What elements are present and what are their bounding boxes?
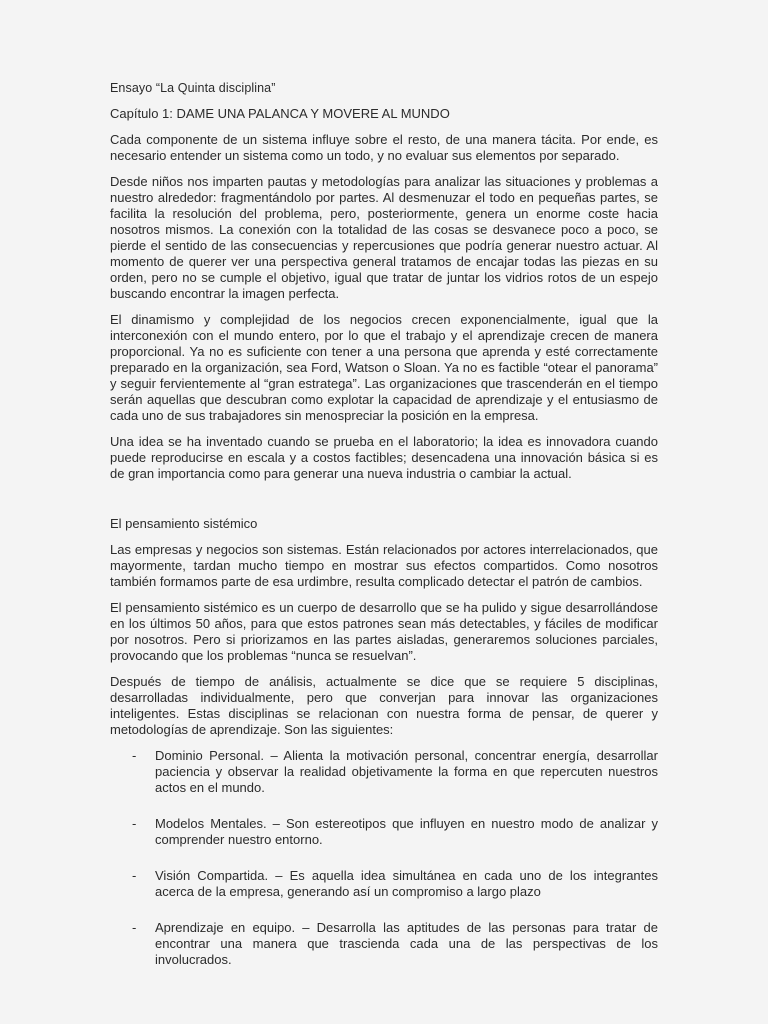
list-item-text: Aprendizaje en equipo. – Desarrolla las aptitudes de las personas para tratar de encontrar una manera que trascienda cada una de las perspectivas de los involucrados.: [155, 920, 658, 967]
paragraph-4: Una idea se ha inventado cuando se prueba en el laboratorio; la idea es innovadora cuando puede reproducirse en escala y a costos factibles; desencadena una innovación básica si es de gran importancia como para generar una nueva industria o cambiar la actual.: [110, 434, 658, 481]
paragraph-3: El dinamismo y complejidad de los negocios crecen exponencialmente, igual que la interconexión con el mundo entero, por lo que el trabajo y el aprendizaje crecen de manera proporcional. Ya no es suficiente con tener a una persona que aprenda y esté correctamente preparado en la organización, sea Ford, Watson o Sloan. Ya no es factible “otear el panorama” y seguir fervientemente al “gran estratega”. Las organizaciones que trascenderán en el tiempo serán aquellas que descubran como explotar la capacidad de aprendizaje y el entusiasmo de cada uno de sus trabajadores sin menospreciar la posición en la empresa.: [110, 312, 658, 423]
section-heading: El pensamiento sistémico: [110, 516, 258, 531]
list-item: [110, 920, 658, 968]
list-item: [110, 748, 658, 796]
section-paragraph-2: El pensamiento sistémico es un cuerpo de desarrollo que se ha pulido y sigue desarrollándose en los últimos 50 años, para que estos patrones sean más detectables, y fáciles de modificar por nosotros. Pero si priorizamos en las partes aisladas, generaremos soluciones parciales, provocando que los problemas “nunca se resuelvan”.: [110, 600, 658, 663]
document-title: Ensayo “La Quinta disciplina”: [110, 81, 276, 95]
section-paragraph-3: Después de tiempo de análisis, actualmente se dice que se requiere 5 disciplinas, desarrolladas individualmente, pero que converjan para innovar las organizaciones inteligentes. Estas disciplinas se relacionan con nuestra forma de pensar, de querer y metodologías de aprendizaje. Son las siguientes:: [110, 674, 658, 737]
disciplines-list: [110, 748, 658, 968]
list-item-text: Modelos Mentales. – Son estereotipos que influyen en nuestro modo de analizar y comprender nuestro entorno.: [155, 816, 658, 847]
list-bullet: -: [132, 748, 137, 763]
list-bullet: -: [132, 816, 137, 831]
paragraph-2: Desde niños nos imparten pautas y metodologías para analizar las situaciones y problemas a nuestro alrededor: fragmentándolo por partes. Al desmenuzar el todo en pequeñas partes, se facilita la resolución del problema, pero, posteriormente, genera un enorme coste hacia nosotros mismos. La conexión con la totalidad de las cosas se desvanece poco a poco, se pierde el sentido de las consecuencias y repercusiones que podría generar nuestro actuar. Al momento de querer ver una perspectiva general tratamos de encajar todas las piezas en su orden, pero no se cumple el objetivo, igual que tratar de juntar los vidrios rotos de un espejo buscando encontrar la imagen perfecta.: [110, 174, 658, 301]
section-spacer: [110, 492, 658, 516]
section-paragraph-1: Las empresas y negocios son sistemas. Están relacionados por actores interrelacionados, que mayormente, tardan mucho tiempo en mostrar sus efectos compartidos. Como nosotros también formamos parte de esa urdimbre, resulta complicado detectar el patrón de cambios.: [110, 542, 658, 589]
list-item: [110, 868, 658, 900]
list-item-text: Dominio Personal. – Alienta la motivación personal, concentrar energía, desarrollar paciencia y observar la realidad objetivamente la forma en que repercuten nuestros actos en el mundo.: [155, 748, 658, 795]
list-bullet: -: [132, 868, 137, 883]
list-item-text: Visión Compartida. – Es aquella idea simultánea en cada uno de los integrantes acerca de la empresa, generando así un compromiso a largo plazo: [155, 868, 658, 899]
paragraph-1: Cada componente de un sistema influye sobre el resto, de una manera tácita. Por ende, es necesario entender un sistema como un todo, y no evaluar sus elementos por separado.: [110, 132, 658, 163]
document-page: [110, 80, 658, 988]
list-item: [110, 816, 658, 848]
list-bullet: -: [132, 920, 137, 935]
chapter-heading: Capítulo 1: DAME UNA PALANCA Y MOVERE AL MUNDO: [110, 106, 450, 121]
